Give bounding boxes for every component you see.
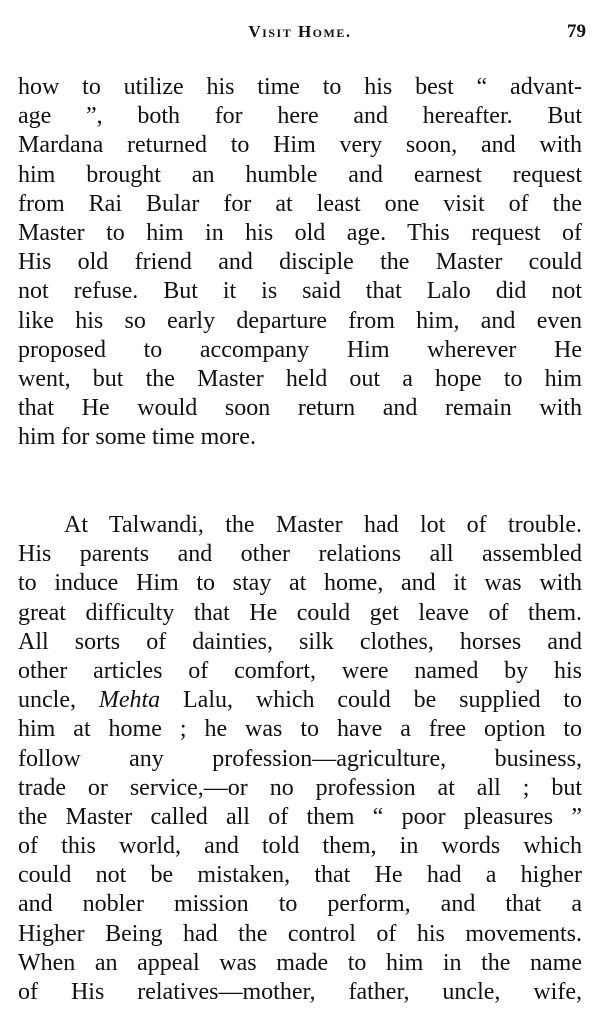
- chapter-title: Visit Home.: [248, 22, 352, 41]
- text-line: Master to him in his old age. This request of: [18, 219, 582, 246]
- text-line: At Talwandi, the Master had lot of trouble.: [64, 512, 582, 538]
- running-head: [0, 22, 600, 46]
- text-line: of this world, and told them, in words which: [18, 833, 582, 860]
- text-line: of His relatives—mother, father, uncle, wife,: [18, 979, 582, 1005]
- text-line: him brought an humble and earnest request: [18, 161, 582, 188]
- text-line-mixed: [18, 686, 582, 715]
- text-line: follow any profession—agriculture, business,: [18, 745, 582, 772]
- text-line: and nobler mission to perform, and that a: [18, 891, 582, 918]
- italic-word: Mehta: [98, 687, 161, 714]
- page-number: 79: [567, 21, 586, 42]
- paragraph-2: [18, 511, 582, 1007]
- text-line: like his so early departure from him, and even: [18, 307, 582, 334]
- text-line: not refuse. But it is said that Lalo did not: [18, 278, 582, 305]
- text-line: him for some time more.: [18, 424, 256, 451]
- text-line: trade or service,—or no profession at all ; but: [18, 774, 582, 801]
- text-line: other articles of comfort, were named by his: [18, 657, 582, 684]
- text-fragment: Lalu, which could be supplied to: [160, 687, 582, 714]
- paragraph-1: [18, 73, 582, 452]
- text-line: could not be mistaken, that He had a higher: [18, 862, 582, 889]
- text-line: that He would soon return and remain with: [18, 395, 582, 422]
- text-line: Higher Being had the control of his movements.: [18, 920, 582, 947]
- text-line: great difficulty that He could get leave of them.: [18, 599, 582, 626]
- text-line: proposed to accompany Him wherever He: [18, 336, 582, 363]
- text-line: Mardana returned to Him very soon, and with: [18, 132, 582, 159]
- text-fragment: uncle,: [18, 687, 99, 714]
- text-line: All sorts of dainties, silk clothes, horses and: [18, 628, 582, 655]
- text-line: to induce Him to stay at home, and it was with: [18, 570, 582, 597]
- text-line: His parents and other relations all assembled: [18, 541, 582, 568]
- text-line: age ”, both for here and hereafter. But: [18, 103, 582, 130]
- text-line: the Master called all of them “ poor pleasures ”: [18, 803, 582, 830]
- text-line: from Rai Bular for at least one visit of the: [18, 190, 582, 217]
- text-line: him at home ; he was to have a free option to: [18, 716, 582, 743]
- text-line: how to utilize his time to his best “ advant-: [18, 74, 582, 100]
- text-line: His old friend and disciple the Master could: [18, 249, 582, 276]
- text-line: When an appeal was made to him in the name: [18, 949, 582, 976]
- text-line: went, but the Master held out a hope to him: [18, 365, 582, 392]
